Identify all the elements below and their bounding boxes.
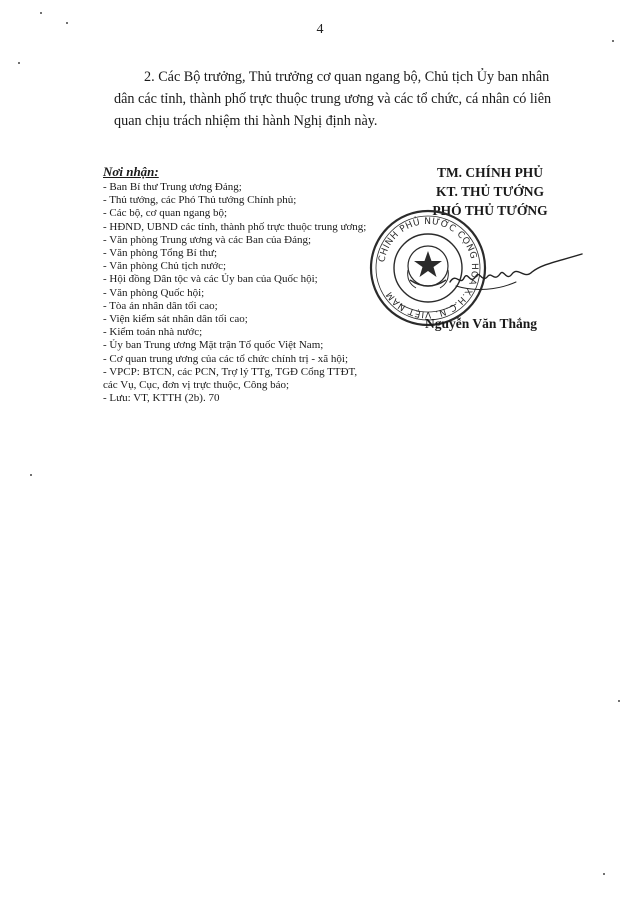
recipient-item: - Văn phòng Trung ương và các Ban của Đảng; (103, 233, 312, 246)
signer-name: Nguyễn Văn Thắng (425, 316, 538, 331)
recipient-item: - Lưu: VT, KTTH (2b). 70 (103, 392, 220, 405)
recipient-item: - Thủ tướng, các Phó Thủ tướng Chính phủ; (103, 194, 297, 207)
paragraph-line: 2. Các Bộ trưởng, Thủ trưởng cơ quan ngang bộ, Chủ tịch Ủy ban nhân (144, 69, 550, 85)
recipient-item: - VPCP: BTCN, các PCN, Trợ lý TTg, TGĐ Cổng TTĐT, (103, 365, 358, 378)
recipients-block (103, 164, 403, 405)
scan-speck (612, 40, 614, 42)
paragraph-line: dân các tỉnh, thành phố trực thuộc trung ương và các tổ chức, cá nhân có liên (114, 91, 552, 107)
scan-speck (18, 62, 20, 64)
recipient-item: - HĐND, UBND các tỉnh, thành phố trực thuộc trung ương; (103, 220, 367, 233)
recipient-item: - Kiểm toán nhà nước; (103, 326, 203, 339)
handwritten-signature-icon (446, 252, 586, 312)
recipient-item: các Vụ, Cục, đơn vị trực thuộc, Công báo; (103, 379, 290, 392)
scan-speck (30, 474, 32, 476)
page-number: 4 (316, 22, 324, 37)
article-paragraph (114, 66, 614, 132)
recipient-item: - Tòa án nhân dân tối cao; (103, 299, 218, 312)
recipient-item: - Cơ quan trung ương của các tổ chức chính trị - xã hội; (103, 352, 349, 365)
sig-line-government: TM. CHÍNH PHỦ (436, 165, 544, 180)
scan-speck (40, 12, 42, 14)
recipient-item: - Văn phòng Quốc hội; (103, 286, 205, 299)
recipients-heading: Nơi nhận: (103, 164, 159, 179)
recipient-item: - Văn phòng Chủ tịch nước; (103, 260, 227, 273)
recipients-list (103, 181, 403, 405)
sig-line-pm: KT. THỦ TƯỚNG (436, 184, 544, 199)
recipient-item: - Văn phòng Tổng Bí thư; (103, 247, 218, 260)
paragraph-line: quan chịu trách nhiệm thi hành Nghị định này. (114, 113, 378, 129)
seal-text: CHÍNH PHỦ NƯỚC CỘNG HÒA X.H.C.N. VIỆT NAM (377, 216, 480, 320)
recipient-item: - Hội đồng Dân tộc và các Ủy ban của Quốc hội; (103, 273, 318, 286)
recipient-item: - Ủy ban Trung ương Mặt trận Tổ quốc Việt Nam; (103, 339, 324, 352)
scan-speck (66, 22, 68, 24)
scan-speck (618, 700, 620, 702)
recipient-item: - Ban Bí thư Trung ương Đảng; (103, 181, 242, 193)
recipient-item: - Viện kiểm sát nhân dân tối cao; (103, 313, 248, 326)
recipient-item: - Các bộ, cơ quan ngang bộ; (103, 207, 228, 220)
sig-line-deputy-pm: PHÓ THỦ TƯỚNG (432, 203, 548, 218)
scan-speck (603, 873, 605, 875)
